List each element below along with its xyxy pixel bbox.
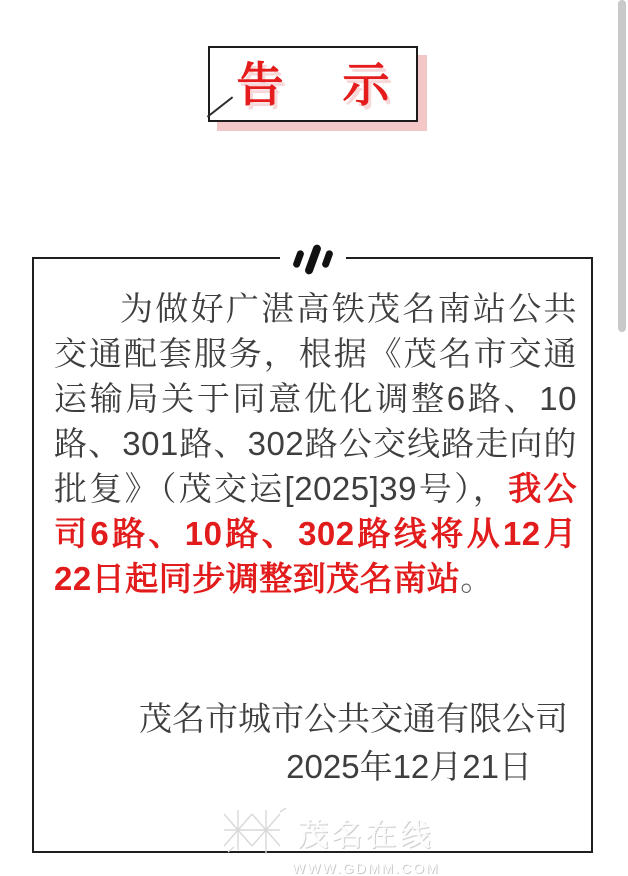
watermark: [222, 806, 440, 876]
site-logo-icon: [222, 806, 288, 858]
corner-accent-line: [207, 96, 233, 117]
title-box: [208, 46, 418, 122]
signature-block: [34, 695, 591, 791]
intro-text: 为做好广湛高铁茂名南站公共交通配套服务，根据《茂名市交通运输局关于同意优化调整6路、10路、301路、302路公交线路走向的批复》（茂交运[2025]39号），: [54, 290, 577, 507]
body-paragraph: [34, 259, 591, 601]
watermark-site-url: WWW.GDMM.COM: [292, 860, 440, 876]
divider-slashes-icon: [295, 242, 331, 276]
scrollbar-thumb[interactable]: [618, 0, 626, 332]
watermark-site-name: 茂名在线: [298, 819, 434, 852]
slash-icon: [292, 249, 305, 268]
notice-title-plaque: [208, 46, 418, 122]
signature-date: 2025年12月21日: [286, 748, 532, 785]
period-text: 。: [460, 560, 494, 597]
highlight-text: 我公司6路、10路、302路线将从12月22日起同步调整到茂名南站: [54, 470, 577, 597]
notice-card: [32, 257, 593, 853]
slash-icon: [303, 243, 321, 275]
company-signature: 茂名市城市公共交通有限公司: [139, 700, 568, 737]
notice-title: 告 示: [236, 57, 396, 111]
